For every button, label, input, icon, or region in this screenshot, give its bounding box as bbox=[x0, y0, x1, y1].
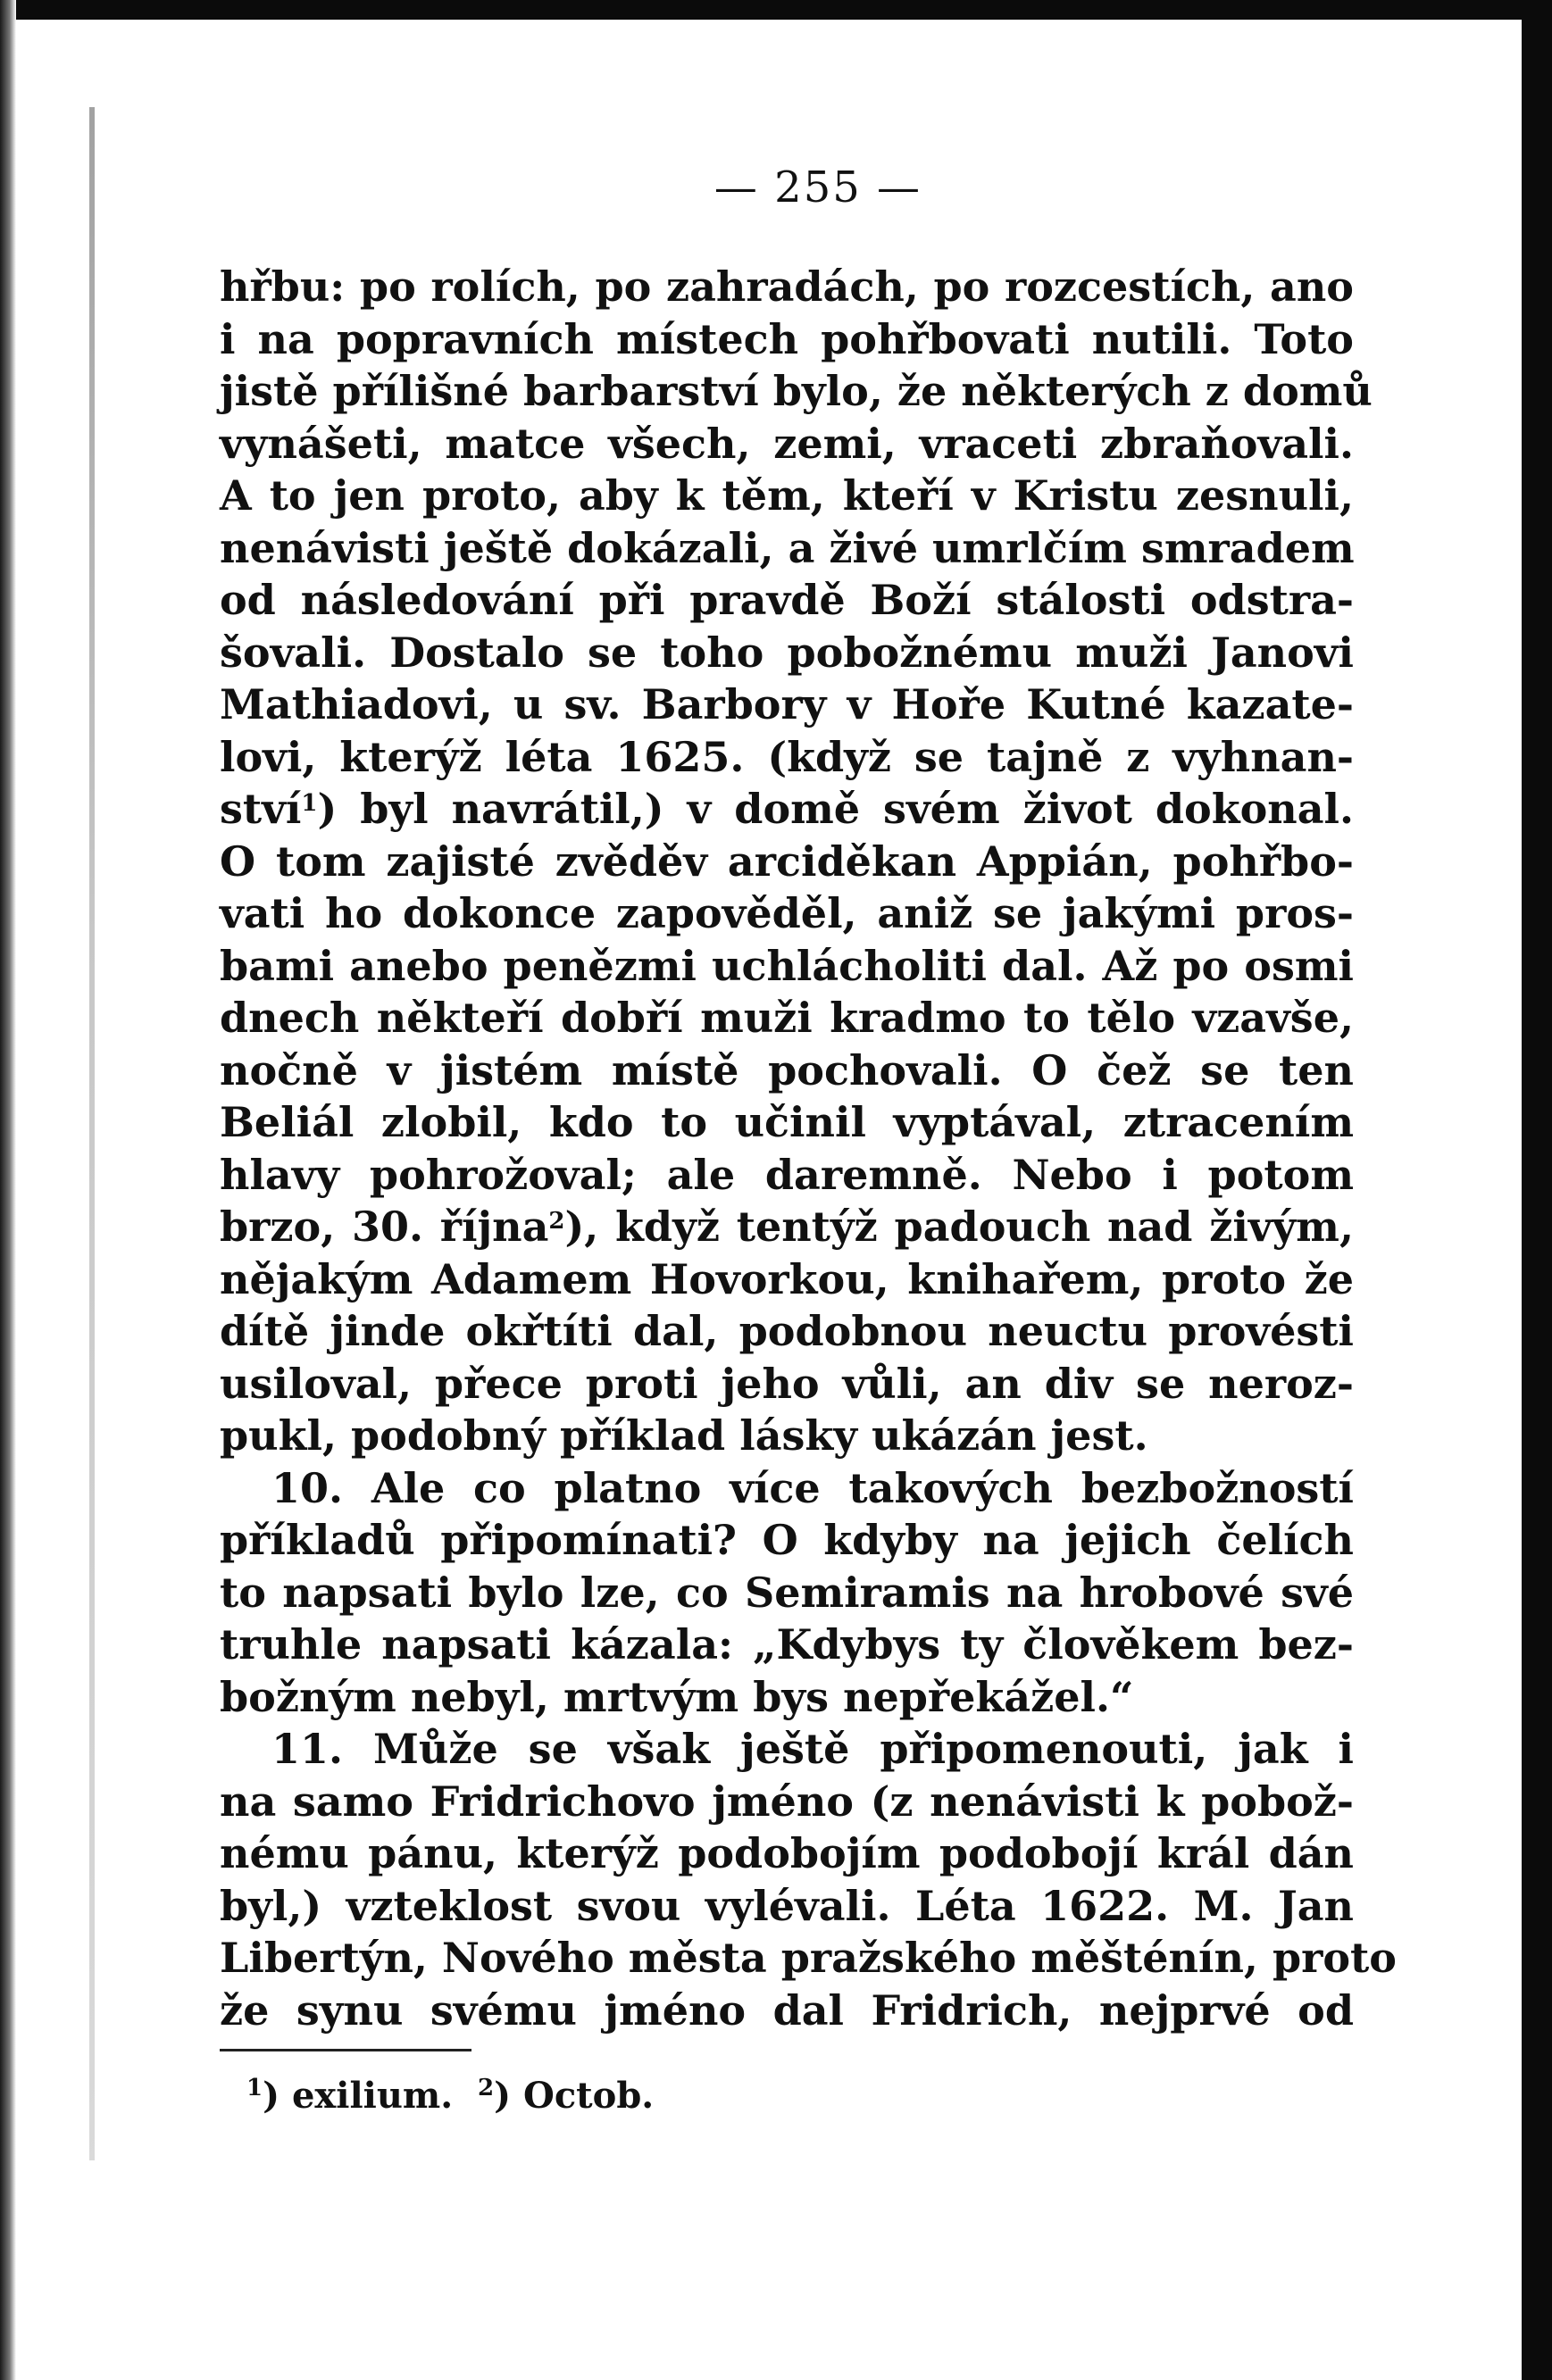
text-line: i na popravních místech pohřbovati nutili. Toto bbox=[220, 314, 1354, 363]
text-line-part: ) byl navrátil,) v domě svém život dokonal. bbox=[317, 785, 1354, 833]
text-line: Mathiadovi, u sv. Barbory v Hoře Kutné kazate- bbox=[220, 680, 1354, 728]
footnote-separator bbox=[220, 2049, 471, 2051]
text-line: 10. Ale co platno více takových bezbožností bbox=[271, 1463, 1354, 1512]
text-line: lovi, kterýž léta 1625. (když se tajně z vyhnan- bbox=[220, 732, 1354, 781]
page-number: — 255 — bbox=[713, 162, 922, 212]
text-line: nějakým Adamem Hovorkou, knihařem, proto že bbox=[220, 1254, 1354, 1303]
text-line: šovali. Dostalo se toho pobožnému muži Janovi bbox=[220, 628, 1354, 677]
footnote-2-text: ) Octob. bbox=[494, 2075, 655, 2117]
text-line: 11. Může se však ještě připomenouti, jak i bbox=[271, 1725, 1354, 1773]
text-line-part: ství bbox=[220, 785, 302, 833]
book-page bbox=[220, 161, 1397, 2123]
text-line: O tom zajisté zvěděv arciděkan Appián, pohřbo- bbox=[220, 836, 1354, 886]
text-line: jistě přílišné barbarství bylo, že některých z domů bbox=[220, 367, 1373, 415]
text-line: dnech někteří dobří muži kradmo to tělo vzavše, bbox=[220, 994, 1354, 1042]
body-text bbox=[220, 261, 1397, 2036]
text-line: od následování při pravdě Boží stálosti odstra- bbox=[220, 576, 1354, 624]
text-line: Beliál zlobil, kdo to učinil vyptával, ztracením bbox=[220, 1098, 1354, 1146]
footnote-1-mark: 1 bbox=[246, 2075, 263, 2101]
page-gutter-shadow bbox=[89, 107, 95, 2160]
scan-border-top bbox=[0, 0, 1552, 20]
scan-border-left bbox=[0, 0, 16, 2380]
text-line bbox=[220, 783, 1354, 836]
text-line: byl,) vzteklost svou vylévali. Léta 1622. M. Jan bbox=[220, 1881, 1354, 1930]
text-line: příkladů připomínati? O kdyby na jejich čelích bbox=[220, 1516, 1354, 1564]
footnote-reference: 2 bbox=[548, 1208, 565, 1235]
text-line: to napsati bylo lze, co Semiramis na hrobové své bbox=[220, 1568, 1354, 1617]
text-line: nému pánu, kterýž podobojím podobojí král dán bbox=[220, 1829, 1354, 1877]
text-line: nenávisti ještě dokázali, a živé umrlčím smradem bbox=[220, 523, 1355, 572]
text-line: vynášeti, matce všech, zemi, vraceti zbraňovali. bbox=[220, 419, 1354, 468]
text-line: vati ho dokonce zapověděl, aniž se jakými pros- bbox=[220, 889, 1354, 937]
footnote-2-mark: 2 bbox=[478, 2075, 495, 2101]
footnote-reference: 1 bbox=[301, 790, 318, 817]
text-line: A to jen proto, aby k těm, kteří v Kristu zesnuli, bbox=[220, 471, 1354, 520]
text-line: na samo Fridrichovo jméno (z nenávisti k pobož- bbox=[220, 1777, 1354, 1826]
text-line: nočně v jistém místě pochovali. O čež se ten bbox=[220, 1045, 1354, 1094]
text-line: dítě jinde okřtíti dal, podobnou neuctu provésti bbox=[220, 1307, 1354, 1355]
scan-border-right bbox=[1522, 0, 1552, 2380]
footnotes bbox=[246, 2069, 1354, 2123]
text-line-part: ), když tentýž padouch nad živým, bbox=[564, 1202, 1354, 1251]
text-line: bami anebo penězmi uchlácholiti dal. Až po osmi bbox=[220, 941, 1354, 990]
footnote-1 bbox=[246, 2075, 453, 2117]
text-line: hlavy pohrožoval; ale daremně. Nebo i potom bbox=[220, 1150, 1354, 1199]
footnote-1-text: ) exilium. bbox=[263, 2075, 454, 2117]
text-line-part: brzo, 30. října bbox=[220, 1202, 549, 1251]
text-line: Libertýn, Nového města pražského měšténín, proto bbox=[220, 1934, 1397, 1982]
text-line: hřbu: po rolích, po zahradách, po rozcestích, ano bbox=[220, 262, 1354, 311]
footnote-2 bbox=[478, 2075, 654, 2117]
text-line: truhle napsati kázala: „Kdybys ty člověkem bez- bbox=[220, 1620, 1354, 1668]
text-line: pukl, podobný příklad lásky ukázán jest. bbox=[220, 1411, 1148, 1460]
text-line: že synu svému jméno dal Fridrich, nejprvé od bbox=[220, 1985, 1354, 2035]
text-line: usiloval, přece proti jeho vůli, an div se neroz- bbox=[220, 1359, 1354, 1408]
text-line: božným nebyl, mrtvým bys nepřekážel.“ bbox=[220, 1672, 1134, 1721]
text-line bbox=[220, 1201, 1354, 1253]
